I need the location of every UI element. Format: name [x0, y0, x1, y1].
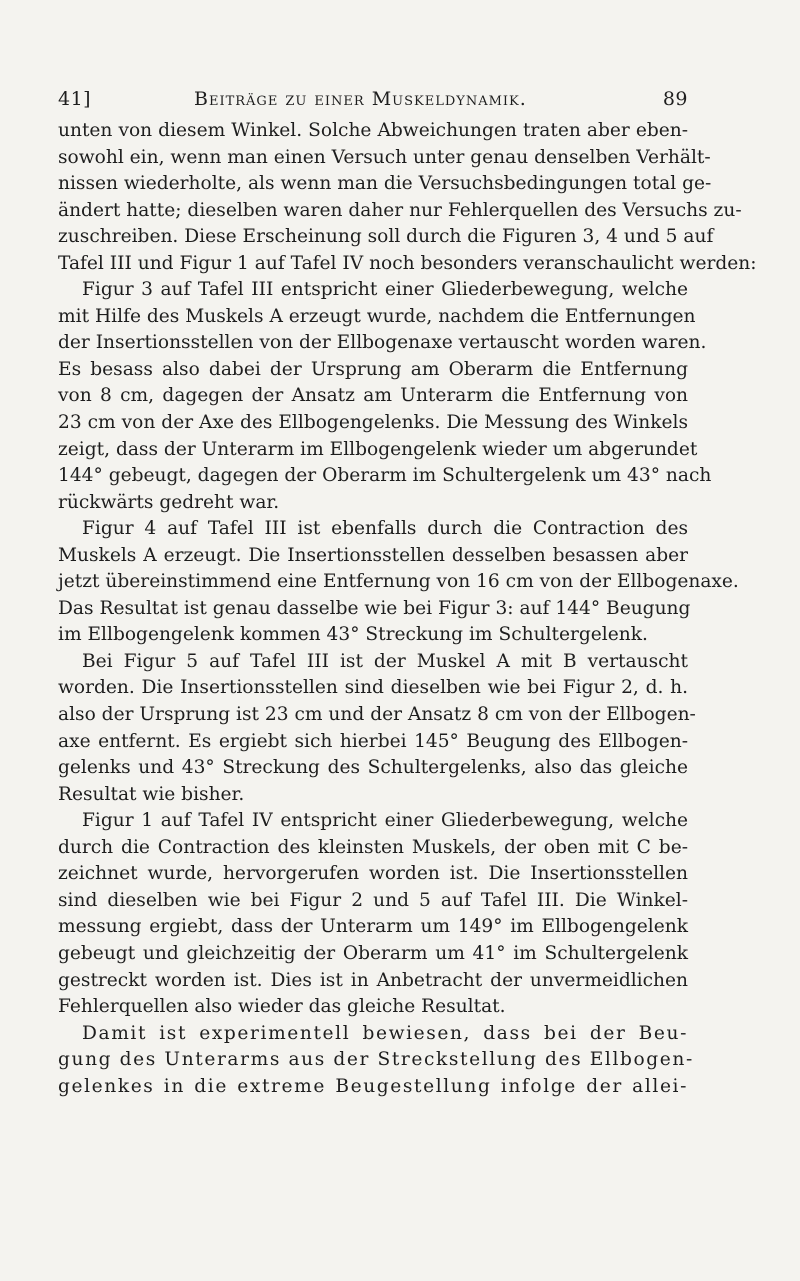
- running-head: [58, 88, 688, 112]
- text-line: also der Ursprung ist 23 cm und der Ansatz 8 cm von der Ellbogen-: [58, 704, 696, 726]
- text-line: zeichnet wurde, hervorgerufen worden ist. Die Insertionsstellen: [58, 863, 688, 885]
- text-line: rückwärts gedreht war.: [58, 491, 280, 513]
- text-line: Bei Figur 5 auf Tafel III ist der Muskel A mit B vertauscht: [82, 650, 688, 672]
- text-line: gelenkes in die extreme Beugestellung infolge der allei-: [58, 1075, 688, 1097]
- text-line: Muskels A erzeugt. Die Insertionsstellen desselben besassen aber: [58, 544, 688, 566]
- body-text: [58, 118, 757, 1100]
- text-line: der Insertionsstellen von der Ellbogenaxe vertauscht worden waren.: [58, 332, 707, 354]
- page-number: 89: [662, 88, 688, 110]
- text-line: axe entfernt. Es ergiebt sich hierbei 145° Beugung des Ellbogen-: [58, 730, 688, 752]
- text-line: zuschreiben. Diese Erscheinung soll durch die Figuren 3, 4 und 5 auf: [58, 226, 714, 248]
- running-head-title: Beiträge zu einer Muskeldynamik.: [194, 88, 527, 110]
- text-line: Tafel III und Figur 1 auf Tafel IV noch besonders veranschaulicht werden:: [58, 252, 757, 274]
- text-line: Resultat wie bisher.: [58, 783, 245, 805]
- text-line: unten von diesem Winkel. Solche Abweichungen traten aber eben-: [58, 120, 688, 141]
- text-line: sind dieselben wie bei Figur 2 und 5 auf Tafel III. Die Winkel-: [58, 889, 688, 911]
- text-line: zeigt, dass der Unterarm im Ellbogengelenk wieder um abgerundet: [58, 438, 698, 460]
- text-line: von 8 cm, dagegen der Ansatz am Unterarm die Entfernung von: [58, 385, 688, 407]
- text-line: ändert hatte; dieselben waren daher nur Fehlerquellen des Versuchs zu-: [58, 199, 742, 221]
- running-head-page-ref: 41]: [58, 88, 92, 110]
- text-line: sowohl ein, wenn man einen Versuch unter genau denselben Verhält-: [58, 146, 711, 168]
- text-line: messung ergiebt, dass der Unterarm um 149° im Ellbogengelenk: [58, 916, 688, 938]
- text-line: Es besass also dabei der Ursprung am Oberarm die Entfernung: [58, 358, 688, 380]
- text-line: worden. Die Insertionsstellen sind dieselben wie bei Figur 2, d. h.: [58, 677, 688, 699]
- text-line: gestreckt worden ist. Dies ist in Anbetracht der unvermeidlichen: [58, 969, 688, 991]
- text-line: Figur 3 auf Tafel III entspricht einer Gliederbewegung, welche: [82, 279, 688, 301]
- text-line: nissen wiederholte, als wenn man die Versuchsbedingungen total ge-: [58, 173, 712, 195]
- text-line: mit Hilfe des Muskels A erzeugt wurde, nachdem die Entfernungen: [58, 305, 696, 327]
- text-line: Damit ist experimentell bewiesen, dass bei der Beu-: [82, 1022, 688, 1044]
- text-line: 23 cm von der Axe des Ellbogengelenks. Die Messung des Winkels: [58, 412, 688, 434]
- text-line: gung des Unterarms aus der Streckstellung des Ellbogen-: [58, 1049, 694, 1071]
- text-line: jetzt übereinstimmend eine Entfernung von 16 cm von der Ellbogenaxe.: [58, 571, 739, 593]
- text-line: durch die Contraction des kleinsten Muskels, der oben mit C be-: [58, 836, 688, 858]
- text-line: gelenks und 43° Streckung des Schultergelenks, also das gleiche: [58, 757, 688, 779]
- text-line: Das Resultat ist genau dasselbe wie bei Figur 3: auf 144° Beugung: [58, 597, 691, 619]
- text-line: 144° gebeugt, dagegen der Oberarm im Schultergelenk um 43° nach: [58, 465, 712, 487]
- text-line: Fehlerquellen also wieder das gleiche Resultat.: [58, 996, 506, 1018]
- text-line: Figur 4 auf Tafel III ist ebenfalls durch die Contraction des: [82, 518, 688, 540]
- text-line: Figur 1 auf Tafel IV entspricht einer Gliederbewegung, welche: [82, 810, 688, 832]
- text-line: gebeugt und gleichzeitig der Oberarm um 41° im Schultergelenk: [58, 942, 688, 964]
- text-line: im Ellbogengelenk kommen 43° Streckung im Schultergelenk.: [58, 624, 648, 646]
